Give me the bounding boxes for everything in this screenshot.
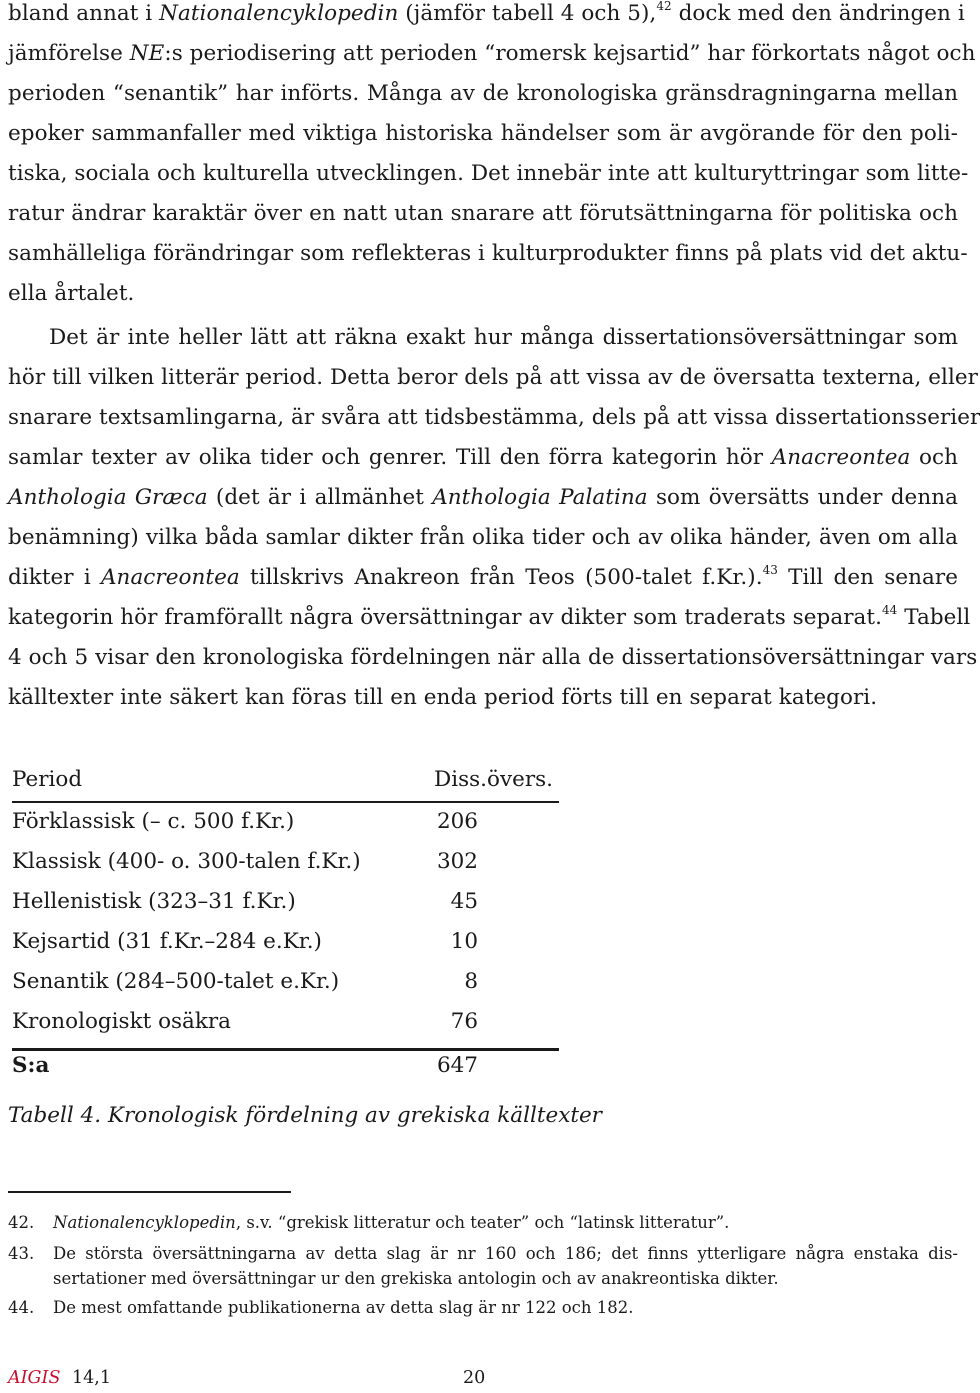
footnote-number: 43. (8, 1244, 35, 1263)
table-total-row (12, 1046, 559, 1086)
paragraph-1-line-6: ratur ändrar karaktär över en natt utan snarare att förutsättningarna för politiska och (8, 201, 958, 226)
paragraph-1-line-5: tiska, sociala och kulturella utvecklingen. Det innebär inte att kulturyttringar som litte- (8, 161, 969, 186)
paragraph-2-line-1: Det är inte heller lätt att räkna exakt hur många dissertationsöversättningar som (49, 325, 958, 350)
paragraph-2-line-8: kategorin hör framförallt några översättningar av dikter som traderats separat.$^{44}$ Tabell (8, 602, 971, 630)
paragraph-1-line-2: jämförelse NE:s periodisering att perioden “romersk kejsartid” har förkortats något och (8, 41, 976, 66)
footnote-number: 44. (8, 1298, 35, 1317)
footnote-rule (8, 1191, 291, 1193)
table-total-label: S:a (12, 1053, 50, 1078)
table-header-row (12, 760, 559, 800)
paragraph-1-line-8: ella årtalet. (8, 281, 135, 306)
table-cell-count: 76 (450, 1009, 478, 1034)
table-row (12, 962, 559, 1002)
table-cell-period: Kejsartid (31 f.Kr.–284 e.Kr.) (12, 929, 322, 954)
footnote-text-line-1: De största översättningarna av detta slag är nr 160 och 186; det finns ytterligare några enstaka dis- (53, 1244, 958, 1263)
paragraph-1-line-1: bland annat i Nationalencyklopedin (jämför tabell 4 och 5),$^{42}$ dock med den ändringen i (8, 0, 965, 26)
paragraph-1-line-7: samhälleliga förändringar som reflekteras i kulturprodukter finns på plats vid det aktu- (8, 241, 968, 266)
column-header-count: Diss.övers. (434, 767, 553, 792)
paragraph-2-line-3: snarare textsamlingarna, är svåra att tidsbestämma, dels på att vissa dissertationsserier (8, 405, 980, 430)
table-cell-count: 8 (464, 969, 478, 994)
paragraph-2-line-4: samlar texter av olika tider och genrer. Till den förra kategorin hör Anacreontea och (8, 445, 958, 470)
table-cell-period: Hellenistisk (323–31 f.Kr.) (12, 889, 296, 914)
footnote-ref-42[interactable]: 42 (656, 0, 672, 13)
table-caption: Tabell 4. Kronologisk fördelning av grekiska källtexter (8, 1103, 602, 1128)
table-total-count: 647 (436, 1053, 478, 1078)
footnote-text: Nationalencyklopedin, s.v. “grekisk litteratur och teater” och “latinsk litteratur”. (53, 1213, 730, 1232)
table-cell-count: 45 (450, 889, 478, 914)
table-cell-count: 206 (436, 809, 478, 834)
table-cell-period: Senantik (284–500-talet e.Kr.) (12, 969, 340, 994)
page-number: 20 (463, 1368, 486, 1388)
running-footer (8, 1364, 111, 1392)
table-cell-count: 302 (436, 849, 478, 874)
paragraph-1-line-4: epoker sammanfaller med viktiga historiska händelser som är avgörande för den poli- (8, 121, 958, 146)
column-header-period: Period (12, 767, 83, 792)
footnote-text: De mest omfattande publikationerna av detta slag är nr 122 och 182. (53, 1298, 634, 1317)
paragraph-1-line-3: perioden “senantik” har införts. Många av de kronologiska gränsdragningarna mellan (8, 81, 958, 106)
journal-name[interactable]: AIGIS (8, 1368, 61, 1388)
table-cell-period: Klassisk (400- o. 300-talen f.Kr.) (12, 849, 361, 874)
paragraph-2-line-9: 4 och 5 visar den kronologiska fördelningen när alla de dissertationsöversättningar vars (8, 645, 978, 670)
table-row (12, 922, 559, 962)
paragraph-2-line-10: källtexter inte säkert kan föras till en enda period förts till en separat kategori. (8, 685, 878, 710)
table-row (12, 842, 559, 882)
table-cell-period: Förklassisk (– c. 500 f.Kr.) (12, 809, 295, 834)
paragraph-2-line-2: hör till vilken litterär period. Detta beror dels på att vissa av de översatta texterna, eller (8, 365, 978, 390)
paragraph-2-line-6: benämning) vilka båda samlar dikter från olika tider och av olika händer, även om alla (8, 525, 958, 550)
table-row (12, 802, 559, 842)
paragraph-2-line-7: dikter i Anacreontea tillskrivs Anakreon från Teos (500-talet f.Kr.).$^{43}$ Till den senare (8, 562, 958, 590)
table-row (12, 882, 559, 922)
table-row (12, 1002, 559, 1042)
footnote-text-line-2: sertationer med översättningar ur den grekiska antologin och av anakreontiska dikter. (53, 1269, 779, 1288)
journal-volume: 14,1 (72, 1368, 111, 1388)
table-cell-period: Kronologiskt osäkra (12, 1009, 231, 1034)
footnote-number: 42. (8, 1213, 35, 1232)
footnote-ref-43[interactable]: 43 (762, 562, 778, 577)
table-cell-count: 10 (450, 929, 478, 954)
footnote-ref-44[interactable]: 44 (882, 602, 898, 617)
paragraph-2-line-5: Anthologia Græca (det är i allmänhet Anthologia Palatina som översätts under denna (8, 485, 958, 510)
